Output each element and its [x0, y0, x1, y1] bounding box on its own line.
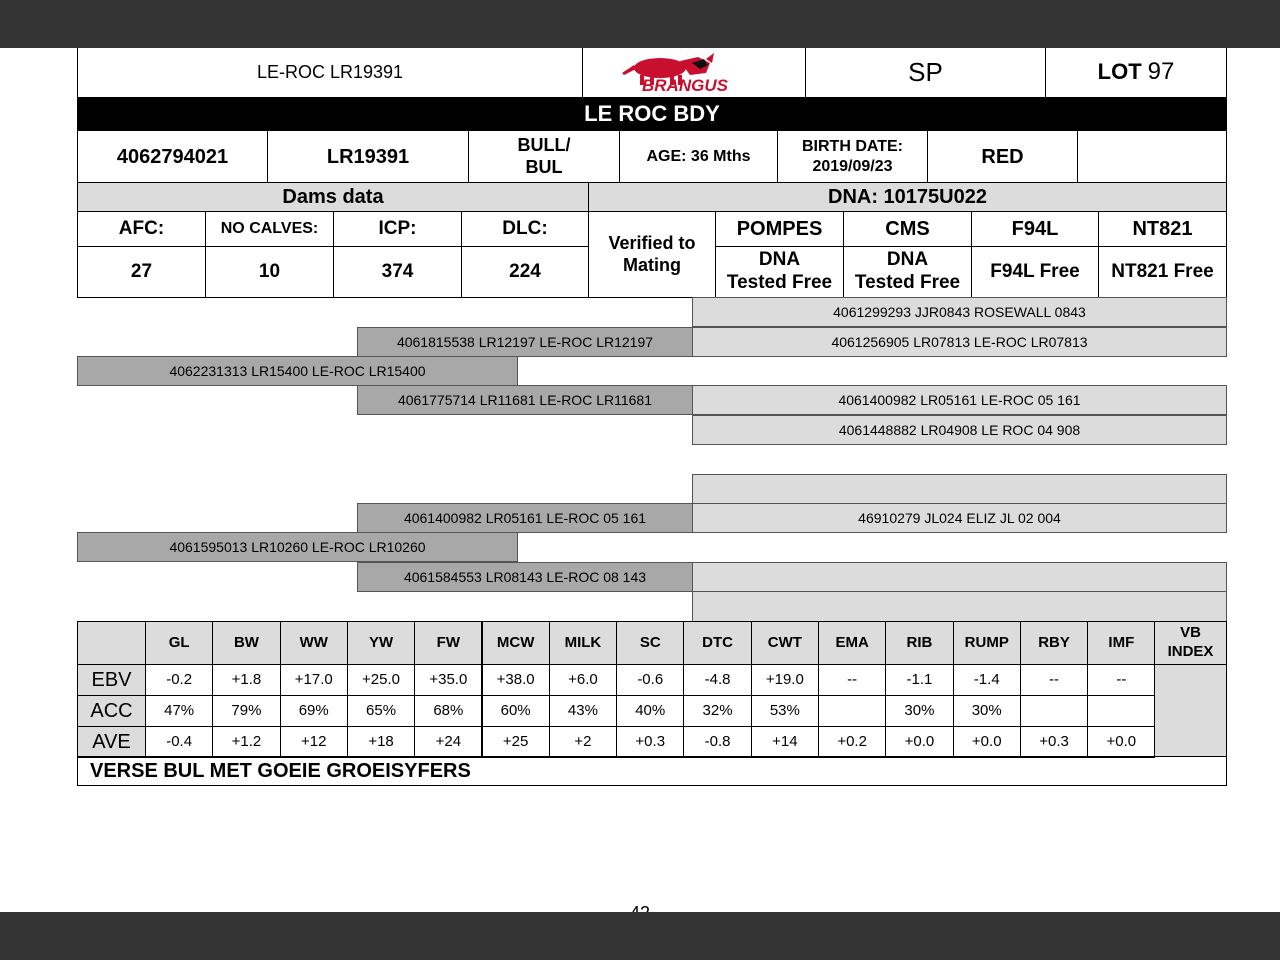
pedigree-text: 4061400982 LR05161 LE-ROC 05 161	[403, 509, 647, 526]
ebv-col-header-sc: SC	[616, 621, 684, 665]
ebv-cell: +35.0	[414, 664, 482, 696]
dams-header-afc	[77, 211, 206, 247]
ebv-cell: 40%	[616, 695, 684, 727]
dna-test-cms-header	[843, 211, 972, 247]
ebv-cell: +0.0	[953, 726, 1021, 758]
ebv-cell: 65%	[347, 695, 415, 727]
ebv-corner-cell	[77, 621, 146, 665]
dna-result-line-1: NT821 Free	[1111, 260, 1214, 282]
lot-cell	[1045, 48, 1227, 98]
verified-line-1: Verified to	[608, 232, 696, 253]
lot-number: 97	[1147, 58, 1175, 86]
pedigree-text: 4061815538 LR12197 LE-ROC LR12197	[396, 333, 654, 350]
ebv-cell: +17.0	[280, 664, 348, 696]
vb-index-value	[1154, 664, 1227, 757]
ebv-cell: 30%	[953, 695, 1021, 727]
pedigree-sire-dam-dam	[692, 415, 1227, 445]
pedigree-text: 4061299293 JJR0843 ROSEWALL 0843	[833, 303, 1086, 320]
dna-test-name: NT821	[1132, 218, 1193, 240]
dams-header-label: ICP:	[378, 217, 417, 239]
pedigree-dam-dam	[357, 562, 693, 592]
ebv-cell	[1020, 695, 1088, 727]
age: AGE: 36 Mths	[646, 147, 751, 165]
dams-value: 10	[258, 260, 281, 282]
ebv-cell: 68%	[414, 695, 482, 727]
ebv-col-header-fw: FW	[414, 621, 482, 665]
reg-number: LR19391	[326, 145, 410, 168]
pedigree-dam-sire	[357, 503, 693, 533]
dna-result-line-1: F94L Free	[990, 260, 1080, 282]
ebv-cell: --	[818, 664, 886, 696]
ebv-table	[77, 621, 1227, 757]
dams-header-icp	[333, 211, 462, 247]
ebv-col-header-rby: RBY	[1020, 621, 1088, 665]
dams-value-icp	[333, 246, 462, 298]
pedigree-sire-dam-sire	[692, 385, 1227, 415]
dams-value: 374	[381, 260, 414, 282]
grade-cell	[805, 48, 1046, 98]
age-cell	[619, 130, 778, 183]
ebv-cell: +38.0	[482, 664, 550, 696]
pedigree-sire-sire	[357, 327, 693, 357]
dna-test-name: F94L	[1011, 218, 1059, 240]
viewer-bottom-bar	[0, 912, 1280, 960]
dna-test-cms-result	[843, 246, 972, 298]
ebv-cell: +2	[549, 726, 617, 758]
dams-value-no-calves	[205, 246, 334, 298]
ebv-cell: +1.8	[212, 664, 280, 696]
sex-cell	[468, 130, 620, 183]
verified-line-2: Mating	[623, 254, 681, 275]
pedigree-text: 46910279 JL024 ELIZ JL 02 004	[858, 509, 1061, 526]
ebv-cell: --	[1020, 664, 1088, 696]
pedigree-text: 4061775714 LR11681 LE-ROC LR11681	[397, 391, 652, 408]
colour-cell	[927, 130, 1078, 183]
ebv-cell: +0.3	[616, 726, 684, 758]
dams-value: 224	[509, 260, 541, 282]
ebv-cell: 32%	[683, 695, 751, 727]
ebv-cell: 43%	[549, 695, 617, 727]
name-reg-cell	[77, 48, 583, 98]
ebv-col-header-bw: BW	[212, 621, 280, 665]
dna-test-name: POMPES	[736, 218, 823, 240]
dna-test-name: CMS	[885, 218, 930, 240]
ebv-cell: 30%	[885, 695, 953, 727]
ebv-cell: +0.3	[1020, 726, 1088, 758]
ebv-cell: 53%	[751, 695, 819, 727]
birth-date: 2019/09/23	[812, 157, 893, 175]
dams-value-dlc	[461, 246, 589, 298]
brangus-logo	[614, 51, 774, 95]
pedigree-sire-sire-sire	[692, 297, 1227, 327]
ebv-row-label-acc: ACC	[77, 695, 146, 727]
animal-name-banner	[77, 97, 1227, 131]
dams-header-dlc	[461, 211, 589, 247]
ebv-cell: +0.2	[818, 726, 886, 758]
ebv-cell: +1.2	[212, 726, 280, 758]
birth-date-cell	[777, 130, 928, 183]
ebv-cell: -0.8	[683, 726, 751, 758]
dams-header-label: AFC:	[118, 217, 165, 239]
animal-name: LE ROC BDY	[584, 100, 720, 126]
dams-header-no-calves	[205, 211, 334, 247]
dams-value-afc	[77, 246, 206, 298]
ebv-col-header-milk: MILK	[549, 621, 617, 665]
ebv-cell: +25.0	[347, 664, 415, 696]
dams-header-label: NO CALVES:	[220, 220, 319, 238]
ebv-cell	[818, 695, 886, 727]
ebv-cell: +19.0	[751, 664, 819, 696]
ebv-cell: +25	[482, 726, 550, 758]
verified-to-mating	[588, 211, 716, 298]
svg-text:BRANGUS: BRANGUS	[642, 75, 728, 95]
comment-text: VERSE BUL MET GOEIE GROEISYFERS	[90, 760, 471, 782]
ebv-cell: -4.8	[683, 664, 751, 696]
ebv-col-header-yw: YW	[347, 621, 415, 665]
ebv-row-label-ave: AVE	[77, 726, 146, 758]
pedigree-text: 4061584553 LR08143 LE-ROC 08 143	[403, 568, 647, 585]
sex-line-1: BULL/	[517, 134, 571, 155]
ebv-col-header-mcw: MCW	[482, 621, 550, 665]
identity-extra-cell	[1077, 130, 1227, 183]
ebv-col-header-ema: EMA	[818, 621, 886, 665]
logo-cell	[582, 48, 806, 98]
id-number: 4062794021	[116, 145, 229, 168]
dna-result-line-2: Tested Free	[854, 272, 961, 293]
ebv-col-header-cwt: CWT	[751, 621, 819, 665]
dna-test-f94l-result	[971, 246, 1099, 298]
pedigree-sire-dam	[357, 385, 693, 415]
pedigree-sire	[77, 356, 518, 386]
ebv-cell	[1087, 695, 1155, 727]
dna-test-pompes-result	[715, 246, 844, 298]
dna-result-line-2: Tested Free	[726, 272, 833, 293]
ebv-cell: -1.4	[953, 664, 1021, 696]
vb-index-label-2: INDEX	[1167, 643, 1214, 660]
comment-row	[77, 756, 1227, 786]
pedigree-text: 4061256905 LR07813 LE-ROC LR07813	[831, 333, 1088, 350]
ebv-cell: +0.0	[1087, 726, 1155, 758]
lot-label: LOT	[1097, 59, 1142, 85]
ebv-cell: -0.2	[145, 664, 213, 696]
dna-result-line-1: DNA	[886, 249, 929, 271]
ebv-cell: 60%	[482, 695, 550, 727]
dams-header-label: DLC:	[502, 217, 548, 239]
dna-title	[588, 182, 1227, 212]
ebv-cell: -0.6	[616, 664, 684, 696]
pedigree-sire-sire-dam	[692, 327, 1227, 357]
ebv-cell: +18	[347, 726, 415, 758]
id-number-cell	[77, 130, 268, 183]
viewer-top-bar	[0, 0, 1280, 48]
pedigree-text: 4062231313 LR15400 LE-ROC LR15400	[169, 362, 426, 379]
dna-test-f94l-header	[971, 211, 1099, 247]
pedigree-dam-dam-dam	[692, 591, 1227, 622]
dna-test-nt821-header	[1098, 211, 1227, 247]
dna-result-line-1: DNA	[758, 249, 801, 271]
grade: SP	[908, 56, 943, 87]
ebv-col-header-ww: WW	[280, 621, 348, 665]
ebv-col-header-gl: GL	[145, 621, 213, 665]
ebv-cell: -0.4	[145, 726, 213, 758]
ebv-row-label-ebv: EBV	[77, 664, 146, 696]
pedigree-dam	[77, 532, 518, 562]
pedigree-dam-sire-dam	[692, 503, 1227, 533]
reg-cell	[267, 130, 469, 183]
ebv-col-header-dtc: DTC	[683, 621, 751, 665]
ebv-cell: +24	[414, 726, 482, 758]
ebv-cell: -1.1	[885, 664, 953, 696]
dna-test-nt821-result	[1098, 246, 1227, 298]
ebv-cell: +6.0	[549, 664, 617, 696]
colour: RED	[981, 145, 1024, 168]
ebv-col-header-imf: IMF	[1087, 621, 1155, 665]
ebv-cell: +0.0	[885, 726, 953, 758]
name-reg: LE-ROC LR19391	[256, 61, 404, 82]
dams-data-title	[77, 182, 589, 212]
dna-test-pompes-header	[715, 211, 844, 247]
vb-index-header	[1154, 621, 1227, 665]
vb-index-label-1: VB	[1180, 624, 1201, 642]
ebv-col-header-rump: RUMP	[953, 621, 1021, 665]
sex-line-2: BUL	[525, 156, 563, 177]
pedigree-text: 4061448882 LR04908 LE ROC 04 908	[838, 421, 1081, 438]
dams-value: 27	[130, 260, 153, 282]
dams-data-title-text: Dams data	[282, 186, 384, 208]
ebv-col-header-rib: RIB	[885, 621, 953, 665]
ebv-cell: --	[1087, 664, 1155, 696]
ebv-cell: 69%	[280, 695, 348, 727]
pedigree-dam-dam-sire	[692, 562, 1227, 592]
birth-date-label: BIRTH DATE:	[801, 138, 904, 156]
pedigree-text: 4061595013 LR10260 LE-ROC LR10260	[169, 538, 426, 555]
pedigree-text: 4061400982 LR05161 LE-ROC 05 161	[838, 391, 1081, 408]
pedigree-dam-sire-sire	[692, 474, 1227, 504]
dna-title-text: DNA: 10175U022	[828, 186, 987, 208]
ebv-cell: +12	[280, 726, 348, 758]
ebv-cell: 47%	[145, 695, 213, 727]
ebv-cell: 79%	[212, 695, 280, 727]
ebv-cell: +14	[751, 726, 819, 758]
